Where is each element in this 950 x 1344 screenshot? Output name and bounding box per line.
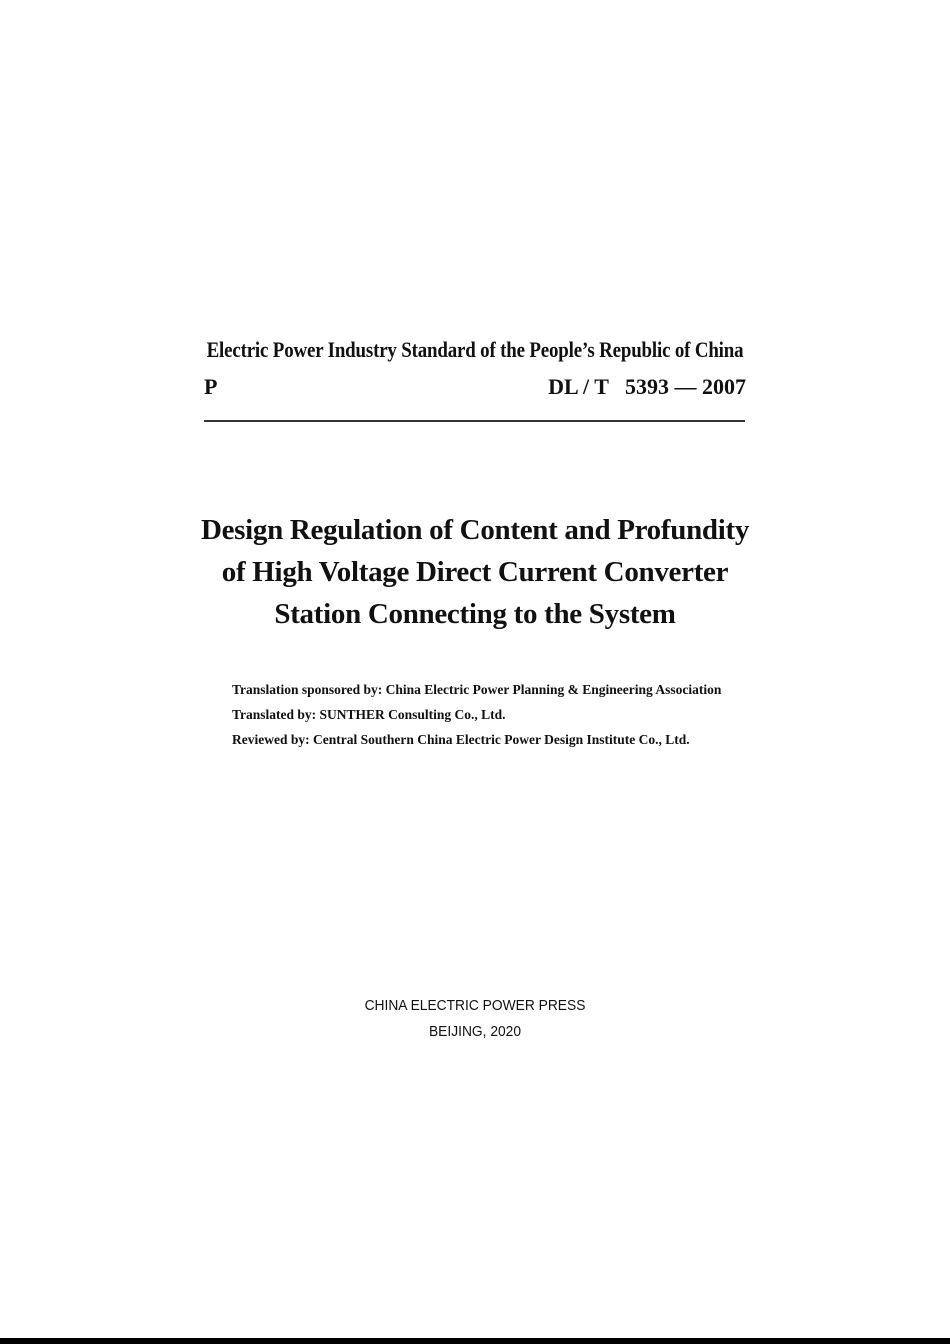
- document-title: [0, 509, 950, 635]
- category-code: P: [204, 374, 218, 399]
- publisher-block: [38, 993, 912, 1045]
- header-divider: [204, 420, 745, 422]
- publisher-name: CHINA ELECTRIC POWER PRESS: [364, 997, 586, 1014]
- page-bottom-edge: [0, 1338, 950, 1344]
- translator-credit: Translated by: SUNTHER Consulting Co., Ltd.: [232, 707, 506, 722]
- standard-line: Electric Power Industry Standard of the People’s Republic of China: [206, 337, 744, 362]
- reviewer-credit: Reviewed by: Central Southern China Electric Power Design Institute Co., Ltd.: [232, 732, 690, 747]
- publisher-place-year: BEIJING, 2020: [428, 1023, 522, 1040]
- title-line-1: Design Regulation of Content and Profundity: [200, 514, 750, 546]
- standard-number: DL / T 5393 — 2007: [548, 374, 746, 399]
- title-line-3: Station Connecting to the System: [274, 598, 676, 630]
- sponsor-credit: Translation sponsored by: China Electric Power Planning & Engineering Association: [232, 682, 722, 697]
- credits-block: [232, 677, 721, 752]
- title-line-2: of High Voltage Direct Current Converter: [221, 556, 729, 588]
